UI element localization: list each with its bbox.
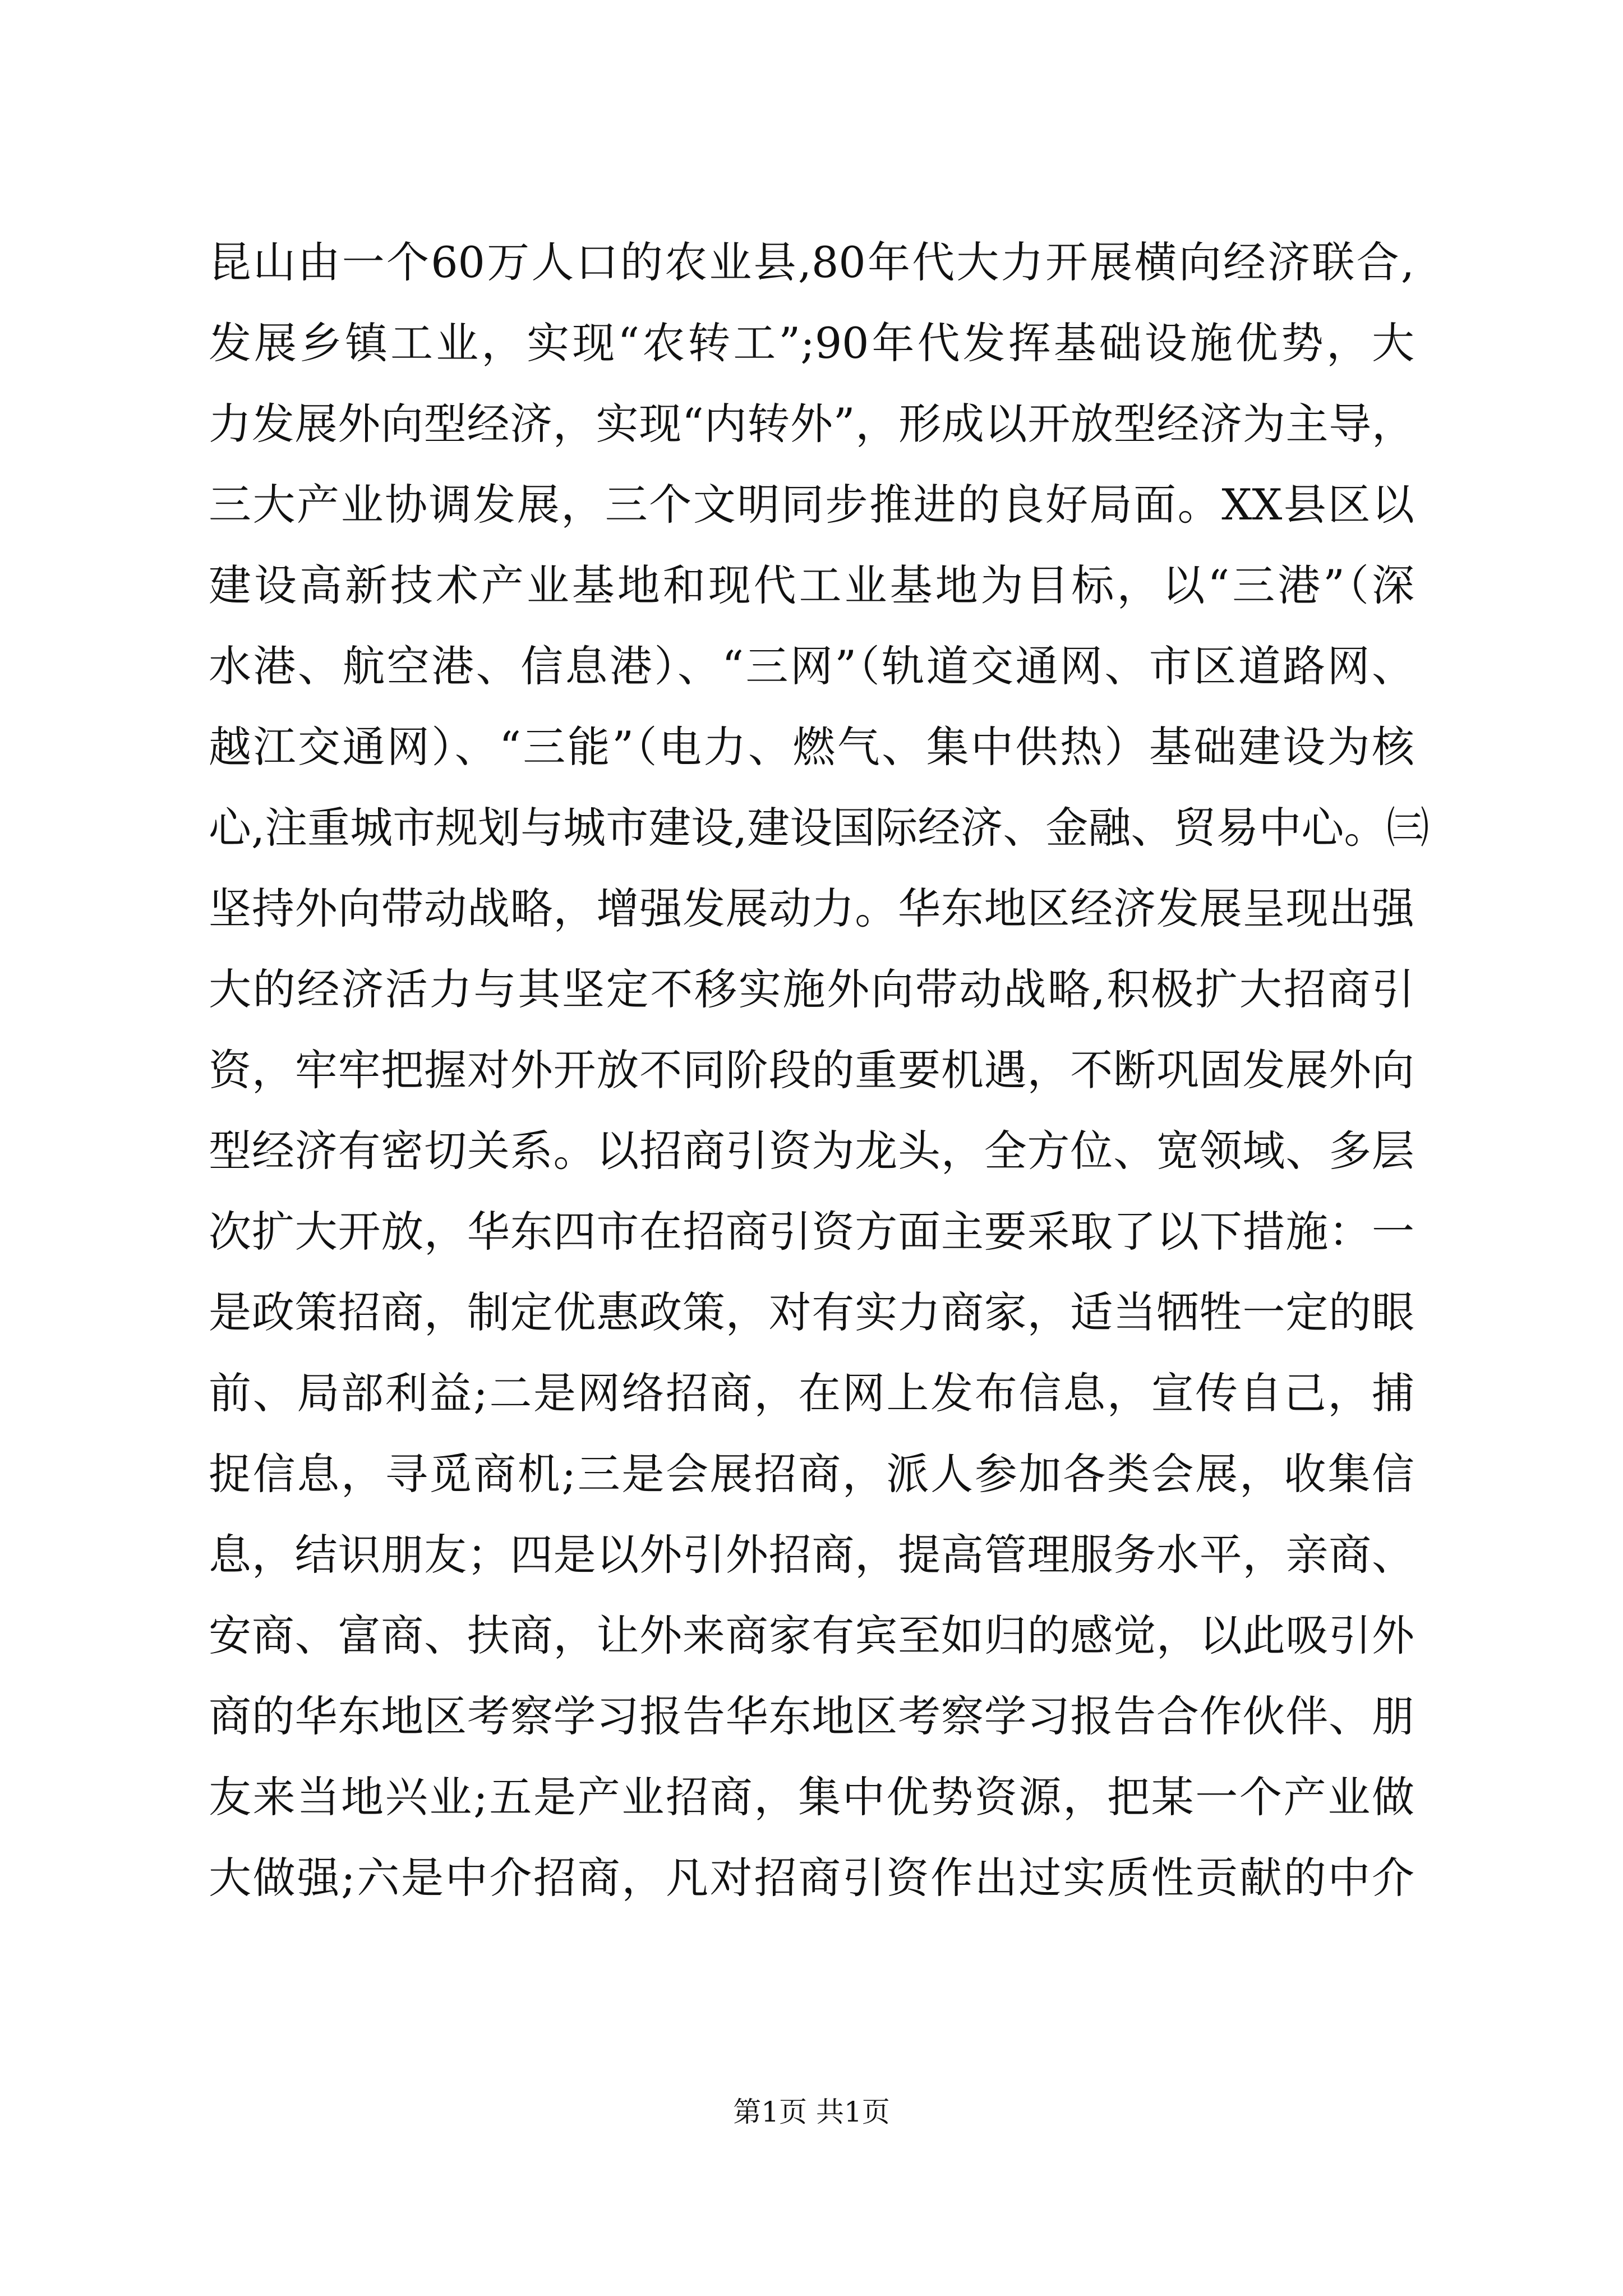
body-text (209, 222, 1430, 1918)
text-line: 资，牢牢把握对外开放不同阶段的重要机遇，不断巩固发展外向 (209, 1045, 1414, 1095)
text-line: 息，结识朋友；四是以外引外招商，提高管理服务水平，亲商、 (209, 1530, 1414, 1580)
page-number-label: 第1页 共1页 (733, 2096, 890, 2128)
text-line: 越江交通网）、“三能”（电力、燃气、集中供热）基础建设为核 (209, 722, 1414, 772)
text-line: 安商、富商、扶商，让外来商家有宾至如归的感觉，以此吸引外 (209, 1611, 1414, 1660)
text-line: 捉信息，寻觅商机;三是会展招商，派人参加各类会展，收集信 (209, 1449, 1414, 1499)
text-line: 是政策招商，制定优惠政策，对有实力商家，适当牺牲一定的眼 (209, 1287, 1414, 1337)
text-line: 昆山由一个60万人口的农业县,80年代大力开展横向经济联合, (209, 237, 1414, 287)
text-line: 前、局部利益;二是网络招商，在网上发布信息，宣传自己，捕 (209, 1368, 1414, 1418)
text-line: 商的华东地区考察学习报告华东地区考察学习报告合作伙伴、朋 (209, 1691, 1414, 1741)
text-line: 型经济有密切关系。以招商引资为龙头，全方位、宽领域、多层 (209, 1126, 1414, 1176)
text-line: 坚持外向带动战略，增强发展动力。华东地区经济发展呈现出强 (209, 884, 1414, 933)
text-line: 三大产业协调发展，三个文明同步推进的良好局面。XX县区以 (209, 480, 1414, 530)
text-line: 友来当地兴业;五是产业招商，集中优势资源，把某一个产业做 (209, 1772, 1414, 1822)
text-line: 大做强;六是中介招商，凡对招商引资作出过实质性贡献的中介 (209, 1853, 1414, 1903)
text-line: 水港、航空港、信息港）、“三网”（轨道交通网、市区道路网、 (209, 641, 1414, 691)
text-line: 建设高新技术产业基地和现代工业基地为目标，以“三港”（深 (209, 560, 1414, 610)
text-line: 心,注重城市规划与城市建设,建设国际经济、金融、贸易中心。㈢ (209, 803, 1430, 853)
text-line: 大的经济活力与其坚定不移实施外向带动战略,积极扩大招商引 (209, 964, 1414, 1014)
text-line: 次扩大开放，华东四市在招商引资方面主要采取了以下措施：一 (209, 1207, 1414, 1257)
text-line: 力发展外向型经济，实现“内转外”，形成以开放型经济为主导， (209, 399, 1414, 449)
page-footer (0, 2092, 1623, 2132)
text-line: 发展乡镇工业，实现“农转工”;90年代发挥基础设施优势，大 (209, 318, 1414, 368)
